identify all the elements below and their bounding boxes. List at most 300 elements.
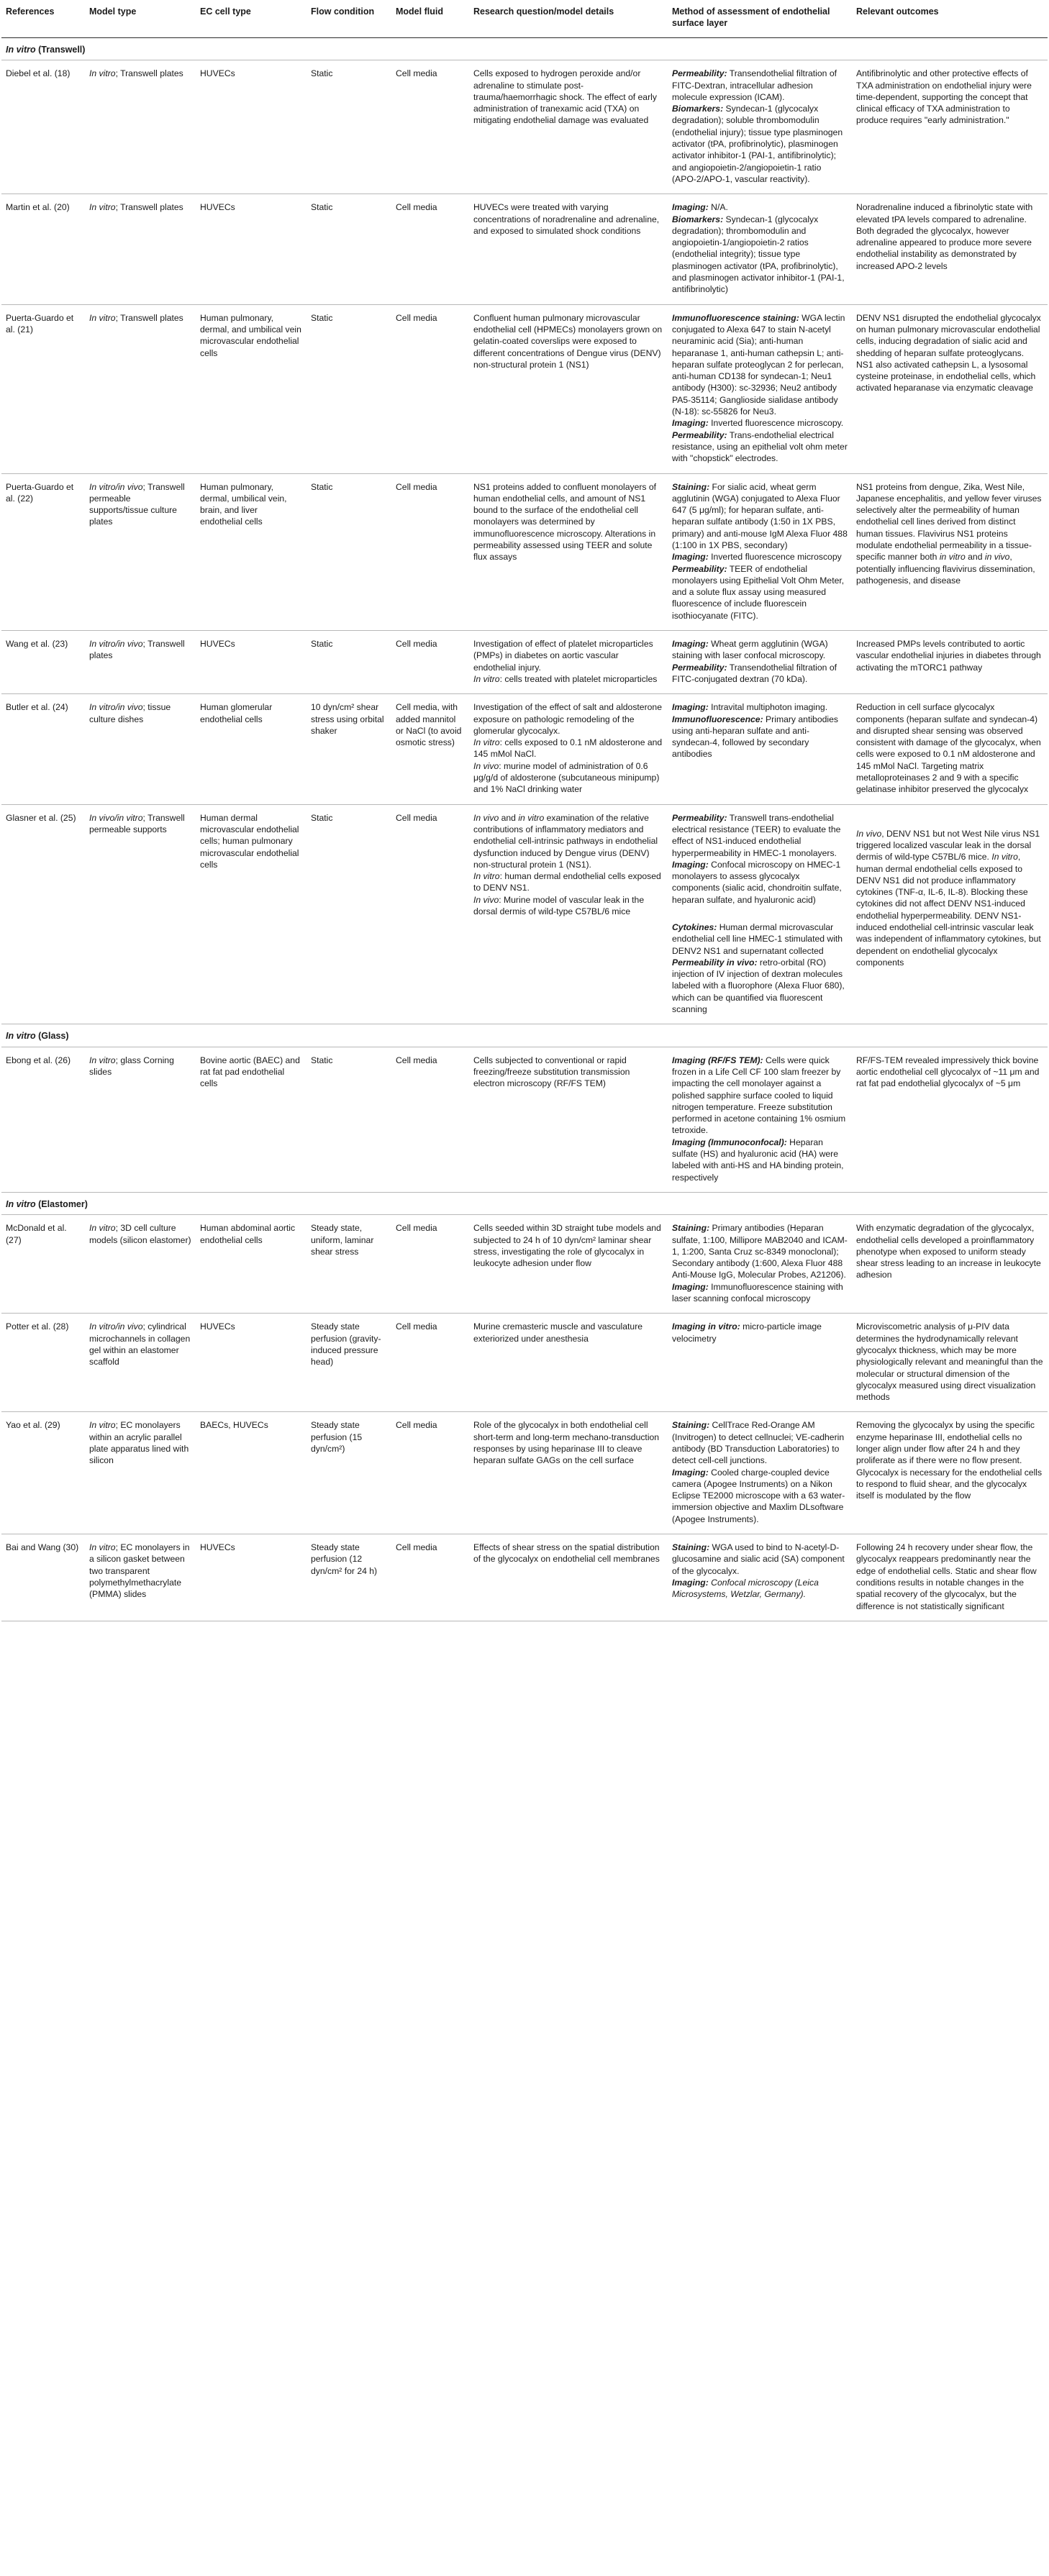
table-row [1, 1534, 1048, 1621]
cell-reference [1, 694, 85, 804]
outcomes-text: and [965, 552, 985, 563]
cell-research-question [469, 194, 668, 304]
method-label: Permeability: [672, 812, 727, 823]
method-label: Imaging: [672, 702, 709, 713]
method-text: Primary antibodies using anti-heparan sulfate and anti-syndecan-4, followed by secondary antibodies [672, 714, 838, 760]
model-type-text: ; Transwell plates [115, 68, 183, 79]
cell-model-fluid [391, 631, 469, 694]
method-label: Permeability: [672, 429, 727, 440]
cell-reference [1, 1047, 85, 1192]
cell-method-of-assessment [668, 1314, 852, 1412]
section-label: In vitro [6, 1198, 36, 1209]
section-row [1, 38, 1048, 60]
cell-reference [1, 1215, 85, 1314]
cell-method-of-assessment [668, 473, 852, 631]
section-heading [1, 38, 1048, 60]
model-fluid-text: Cell media [396, 481, 437, 492]
method-text: Cooled charge-coupled device camera (Apogee Instruments) on a Nikon Eclipse TE2000 microscope with a 63 water-immersion objective and Maxlim DLsoftware (Apogee Instruments). [672, 1467, 845, 1524]
table-row [1, 694, 1048, 804]
cell-model-type [85, 473, 196, 631]
reference-text: McDonald et al. (27) [6, 1223, 67, 1245]
model-type-text: ; 3D cell culture models (silicon elastomer) [89, 1223, 191, 1245]
research-text: Cells exposed to hydrogen peroxide and/or adrenaline to stimulate post-trauma/haemorrhagic shock. The effect of early administration of tranexamic acid (TXA) on mitigating endothelial damage was evaluated [473, 68, 657, 126]
ec-cell-type-text: Human dermal microvascular endothelial cells; human pulmonary microvascular endothelial cells [200, 812, 299, 870]
model-type-qualifier: In vitro/in vivo [89, 639, 143, 650]
reference-text: Glasner et al. (25) [6, 812, 76, 823]
outcomes-text: With enzymatic degradation of the glycocalyx, endothelial cells developed a proinflammatory phenotype when exposed to uniform steady shear stress leading to an increase in leukocyte adhesion [856, 1223, 1041, 1280]
cell-relevant-outcomes [852, 1047, 1048, 1192]
reference-text: Yao et al. (29) [6, 1420, 60, 1431]
method-label: Imaging (RF/FS TEM): [672, 1055, 763, 1065]
model-fluid-text: Cell media [396, 812, 437, 823]
method-entry [672, 1542, 848, 1577]
research-text: Cells subjected to conventional or rapid freezing/freeze substitution transmission electron microscopy (RF/FS TEM) [473, 1055, 630, 1089]
outcomes-text: , potentially influencing flavivirus dissemination, pathogenesis, and disease [856, 552, 1035, 586]
method-label: Imaging: [672, 1281, 709, 1292]
cell-relevant-outcomes [852, 1534, 1048, 1621]
cell-model-fluid [391, 60, 469, 194]
study-table [1, 0, 1048, 1621]
method-text: Inverted fluorescence microscopy. [708, 418, 844, 429]
cell-relevant-outcomes [852, 1215, 1048, 1314]
table-row [1, 473, 1048, 631]
method-entry [672, 714, 848, 760]
reference-text: Ebong et al. (26) [6, 1055, 71, 1065]
model-type-text: ; glass Corning slides [89, 1055, 174, 1077]
cell-research-question [469, 473, 668, 631]
cell-relevant-outcomes [852, 60, 1048, 194]
method-entry [672, 1055, 848, 1137]
method-label: Biomarkers: [672, 214, 724, 224]
method-label: Staining: [672, 1223, 710, 1234]
table-body [1, 38, 1048, 1621]
model-type-text: ; Transwell plates [89, 639, 185, 661]
method-text: Intravital multiphoton imaging. [708, 702, 828, 713]
method-label: Imaging: [672, 1467, 709, 1478]
cell-flow-condition [306, 1534, 391, 1621]
cell-model-fluid [391, 1047, 469, 1192]
cell-research-question [469, 304, 668, 473]
research-text: Investigation of effect of platelet microparticles (PMPs) in diabetes on aortic vascular endothelial injury. [473, 639, 653, 673]
cell-reference [1, 473, 85, 631]
research-text: NS1 proteins added to confluent monolayers of human endothelial cells, and amount of NS1 bound to the surface of the endothelial cell monolayers was determined by immunofluorescence microscopy. Alterations in permeability assessed using TEER and solute flux assays [473, 481, 657, 563]
table-row [1, 194, 1048, 304]
model-type-qualifier: In vitro [89, 68, 116, 79]
cell-model-type [85, 1534, 196, 1621]
model-type-qualifier: In vivo/in vitro [89, 812, 143, 823]
method-text: Syndecan-1 (glycocalyx degradation); soluble thrombomodulin (endothelial injury); tissue type plasminogen activator (tPA, profibrinolytic), plasminogen activator inhibitor-1 (PAI-1, antifibrinolytic); and angiopoietin-2/angiopoietin-1 ratio (APO-2/APO-1, vascular reactivity). [672, 104, 843, 184]
cell-model-fluid [391, 473, 469, 631]
ec-cell-type-text: Human pulmonary, dermal, and umbilical vein microvascular endothelial cells [200, 312, 301, 358]
method-entry [672, 312, 848, 418]
research-text: and [499, 812, 519, 823]
cell-relevant-outcomes [852, 631, 1048, 694]
col-header-research-question: Research question/model details [469, 0, 668, 38]
research-text: In vitro [473, 737, 500, 748]
reference-text: Puerta-Guardo et al. (21) [6, 312, 74, 334]
col-header-references: References [1, 0, 85, 38]
section-label-suffix: (Transwell) [35, 45, 86, 55]
cell-flow-condition [306, 473, 391, 631]
cell-relevant-outcomes [852, 304, 1048, 473]
model-fluid-text: Cell media [396, 1542, 437, 1553]
method-entry [672, 1419, 848, 1466]
outcomes-text: , DENV NS1 but not West Nile virus NS1 triggered localized vascular leak in the dorsal dermis of wild-type C57BL/6 mice. [856, 828, 1040, 863]
method-label: Permeability: [672, 68, 727, 79]
cell-flow-condition [306, 1215, 391, 1314]
flow-condition-text: Static [311, 1055, 333, 1065]
model-type-text: ; Transwell plates [115, 202, 183, 213]
method-entry [672, 214, 848, 296]
col-header-method-of-assessment: Method of assessment of endothelial surface layer [668, 0, 852, 38]
cell-reference [1, 1412, 85, 1534]
flow-condition-text: Steady state perfusion (gravity-induced pressure head) [311, 1321, 381, 1367]
table-row [1, 804, 1048, 1024]
research-text: Confluent human pulmonary microvascular endothelial cell (HPMECs) monolayers grown on gelatin-coated coverslips were exposed to different concentrations of Dengue virus (DENV) non-structural protein 1 (NS1) [473, 312, 663, 370]
method-text: For sialic acid, wheat germ agglutinin (WGA) conjugated to Alexa Fluor 647 (5 μg/ml); for heparan sulfate, anti-heparan sulfate antibody (1:50 in 1X PBS, primary) and anti-mouse IgM Alexa Fluor 488 (1:100 in 1X PBS, secondary) [672, 481, 848, 550]
model-fluid-text: Cell media [396, 639, 437, 650]
outcomes-text: In vivo [856, 828, 882, 839]
method-label: Imaging: [672, 418, 709, 429]
cell-ec-cell-type [196, 1314, 306, 1412]
method-entry [672, 1467, 848, 1525]
section-label: In vitro [6, 45, 36, 55]
method-text: WGA lectin conjugated to Alexa 647 to stain N-acetyl neuraminic acid (Sia); anti-human heparanase 1, anti-human cathepsin L; anti-heparan sulfate proteoglycan 2 for perlecan, anti-human CD138 for syndecan-1; Neu1 antibody (H300): sc-32936; Neu2 antibody PA5-35114; Ganglioside sialidase antibody (N-18): sc-55826 for Neu3. [672, 312, 845, 417]
research-text: Role of the glycocalyx in both endothelial cell short-term and long-term mechano-transduction responses by using heparinase III to cleave heparan sulfate GAGs on the cell surface [473, 1420, 660, 1466]
method-label: Staining: [672, 481, 710, 492]
model-type-text: ; Transwell plates [115, 312, 183, 323]
method-entry [672, 638, 848, 662]
method-entry [672, 481, 848, 552]
model-fluid-text: Cell media [396, 202, 437, 213]
cell-relevant-outcomes [852, 1314, 1048, 1412]
section-label: In vitro [6, 1031, 36, 1042]
flow-condition-text: Steady state, uniform, laminar shear stress [311, 1223, 374, 1257]
flow-condition-text: Static [311, 639, 333, 650]
cell-research-question [469, 694, 668, 804]
table-row [1, 1215, 1048, 1314]
cell-method-of-assessment [668, 694, 852, 804]
outcomes-text: Reduction in cell surface glycocalyx components (heparan sulfate and syndecan-4) and disrupted shear sensing was observed consistent with damage of the glycocalyx, when cells were exposed to 0.1 nM aldosterone and 145 mMol NaCl. Targeting matrix metalloproteinases 2 and 9 with a specific gelatinase inhibitor preserved the glycocalyx [856, 702, 1041, 795]
outcomes-text: Following 24 h recovery under shear flow, the glycocalyx reappears predominantly near the edge of endothelial cells. Static and shear flow conditions results in notable changes in the spatial recovery of the glycocalyx, but the difference is not statistically significant [856, 1542, 1037, 1611]
table-row [1, 304, 1048, 473]
research-text: In vivo [473, 812, 499, 823]
model-fluid-text: Cell media [396, 1321, 437, 1332]
cell-research-question [469, 631, 668, 694]
method-text: micro-particle image velocimetry [672, 1321, 822, 1344]
cell-method-of-assessment [668, 1215, 852, 1314]
method-text: Confocal microscopy on HMEC-1 monolayers to assess glycocalyx components (sialic acid, chondroitin sulfate, heparan sulfate, and hyaluronic acid) [672, 859, 842, 905]
cell-method-of-assessment [668, 1412, 852, 1534]
cell-model-fluid [391, 1314, 469, 1412]
cell-research-question [469, 1534, 668, 1621]
research-text: examination of the relative contributions of inflammatory mediators and endothelial cell-intrinsic pathways in endothelial dysfunction induced by Dengue virus (DENV) non-structural protein 1 (NS1). [473, 812, 658, 870]
cell-ec-cell-type [196, 194, 306, 304]
reference-text: Wang et al. (23) [6, 639, 68, 650]
reference-text: Puerta-Guardo et al. (22) [6, 481, 74, 504]
method-text: Transendothelial filtration of FITC-conjugated dextran (70 kDa). [672, 662, 837, 684]
cell-relevant-outcomes [852, 194, 1048, 304]
outcomes-text: In vitro [991, 852, 1018, 863]
method-entry [672, 429, 848, 465]
flow-condition-text: Static [311, 68, 333, 79]
reference-text: Diebel et al. (18) [6, 68, 71, 79]
model-type-qualifier: In vitro [89, 202, 116, 213]
method-text: Wheat germ agglutinin (WGA) staining with laser confocal microscopy. [672, 639, 828, 661]
method-label: Cytokines: [672, 922, 717, 932]
cell-research-question [469, 804, 668, 1024]
method-label: Permeability: [672, 563, 727, 574]
table-row [1, 1047, 1048, 1192]
method-text: TEER of endothelial monolayers using Epithelial Volt Ohm Meter, and a solute flux assay using measured fluorescence of include fluorescein isothiocyanate (FITC). [672, 563, 845, 621]
cell-reference [1, 1534, 85, 1621]
method-label: Immunofluorescence staining: [672, 312, 799, 323]
cell-method-of-assessment [668, 631, 852, 694]
cell-model-fluid [391, 694, 469, 804]
ec-cell-type-text: HUVECs [200, 1542, 235, 1553]
section-row [1, 1024, 1048, 1047]
ec-cell-type-text: HUVECs [200, 639, 235, 650]
method-entry [672, 662, 848, 686]
method-entry [672, 551, 848, 563]
cell-relevant-outcomes [852, 473, 1048, 631]
cell-reference [1, 194, 85, 304]
cell-model-type [85, 631, 196, 694]
cell-ec-cell-type [196, 304, 306, 473]
cell-model-type [85, 804, 196, 1024]
outcomes-text: , human dermal endothelial cells exposed to DENV NS1 did not produce inflammatory cytokines (TNF-α, IL-6, IL-8). Blocking these cytokines did not affect DENV NS1-induced endothelial hyperpermeability. DENV NS1-induced endothelial cell-intrinsic vascular leak was independent of inflammatory cytokines, but dependent on endothelial glycocalyx components [856, 852, 1041, 968]
outcomes-text: in vitro [939, 552, 966, 563]
model-type-qualifier: In vitro [89, 1055, 116, 1065]
cell-research-question [469, 1412, 668, 1534]
ec-cell-type-text: HUVECs [200, 68, 235, 79]
cell-model-fluid [391, 304, 469, 473]
method-label: Immunofluorescence: [672, 714, 763, 724]
method-text: Inverted fluorescence microscopy [708, 552, 842, 563]
reference-text: Bai and Wang (30) [6, 1542, 79, 1553]
method-entry [672, 1577, 848, 1601]
table-row [1, 1314, 1048, 1412]
col-header-ec-cell-type: EC cell type [196, 0, 306, 38]
col-header-model-fluid: Model fluid [391, 0, 469, 38]
method-label: Imaging: [672, 859, 709, 870]
cell-model-fluid [391, 1534, 469, 1621]
ec-cell-type-text: Human pulmonary, dermal, umbilical vein, brain, and liver endothelial cells [200, 481, 287, 527]
ec-cell-type-text: HUVECs [200, 1321, 235, 1332]
outcomes-text: Noradrenaline induced a fibrinolytic state with elevated tPA levels compared to adrenaline. Both degraded the glycocalyx, however adrenaline appeared to produce more severe endothelial instability as demonstrated by increased APO-2 levels [856, 202, 1033, 271]
flow-condition-text: Static [311, 202, 333, 213]
ec-cell-type-text: Human glomerular endothelial cells [200, 702, 273, 724]
method-label: Biomarkers: [672, 104, 724, 114]
ec-cell-type-text: BAECs, HUVECs [200, 1420, 268, 1431]
cell-method-of-assessment [668, 194, 852, 304]
outcomes-text: DENV NS1 disrupted the endothelial glycocalyx on human pulmonary microvascular endothelial cells, inducing degradation of sialic acid and shedding of heparan sulfate proteoglycans. NS1 also activated cathepsin L, a lysosomal cysteine proteinase, in endothelial cells, which activated heparanase via enzymatic cleavage [856, 312, 1041, 393]
research-text: In vitro [473, 871, 500, 882]
header-row [1, 0, 1048, 38]
method-label: Imaging: [672, 639, 709, 650]
method-label: Imaging in vitro: [672, 1321, 740, 1332]
cell-research-question [469, 1215, 668, 1314]
ec-cell-type-text: HUVECs [200, 202, 235, 213]
research-text: In vivo [473, 760, 499, 771]
cell-flow-condition [306, 60, 391, 194]
table-row [1, 60, 1048, 194]
cell-research-question [469, 1314, 668, 1412]
model-type-text: ; cylindrical microchannels in collagen gel within an elastomer scaffold [89, 1321, 191, 1367]
method-entry [672, 957, 848, 1015]
flow-condition-text: 10 dyn/cm² shear stress using orbital shaker [311, 702, 384, 736]
cell-model-type [85, 60, 196, 194]
method-text: Syndecan-1 (glycocalyx degradation); thrombomodulin and angiopoietin-1/angiopoietin-2 ratios (endothelial integrity); tissue type plasminogen activator (tPA, profibrinolytic), and plasminogen activator inhibitor-1 (PAI-1, antifibrinolytic) [672, 214, 845, 295]
model-type-text: ; EC monolayers in a silicon gasket between two transparent polymethylmethacrylate (PMMA) slides [89, 1542, 190, 1600]
cell-model-type [85, 194, 196, 304]
method-entry [672, 417, 848, 429]
outcomes-text: NS1 proteins from dengue, Zika, West Nile, Japanese encephalitis, and yellow fever viruses selectively alter the permeability of human endothelial cell lines derived from distinct human tissues. Flavivirus NS1 proteins modulate endothelial permeability in a tissue-specific manner both [856, 481, 1042, 563]
method-text: Transendothelial filtration of FITC-Dextran, intracellular adhesion molecule expression (ICAM). [672, 68, 837, 102]
model-fluid-text: Cell media [396, 312, 437, 323]
cell-reference [1, 1314, 85, 1412]
col-header-flow-condition: Flow condition [306, 0, 391, 38]
research-text: in vitro [518, 812, 545, 823]
cell-model-fluid [391, 1412, 469, 1534]
method-entry [672, 68, 848, 103]
research-text: In vivo [473, 894, 499, 905]
method-entry [672, 1281, 848, 1305]
method-label: Permeability in vivo: [672, 957, 758, 968]
model-type-qualifier: In vitro/in vivo [89, 1321, 143, 1332]
method-text: Primary antibodies (Heparan sulfate, 1:100, Millipore MAB2040 and ICAM-1, 1:200, Santa Cruz sc-8349 monoclonal); Secondary antibody (1:600, Alexa Fluor 488 Anti-Mouse IgG, Molecular Probes, A21206). [672, 1223, 848, 1280]
research-text: HUVECs were treated with varying concentrations of noradrenaline and adrenaline, and exposed to simulated shock conditions [473, 202, 660, 236]
method-text: CellTrace Red-Orange AM (Invitrogen) to detect cellnuclei; VE-cadherin antibody (BD Transduction Laboratories) to detect cell-cell junctions. [672, 1420, 845, 1466]
method-entry [672, 201, 848, 213]
method-entry [672, 812, 848, 859]
cell-flow-condition [306, 694, 391, 804]
cell-model-type [85, 694, 196, 804]
cell-model-type [85, 1047, 196, 1192]
cell-relevant-outcomes [852, 694, 1048, 804]
method-text: Human dermal microvascular endothelial cell line HMEC-1 stimulated with DENV2 NS1 and supernatant collected [672, 922, 843, 956]
model-type-qualifier: In vitro [89, 312, 116, 323]
col-header-relevant-outcomes: Relevant outcomes [852, 0, 1048, 38]
ec-cell-type-text: Human abdominal aortic endothelial cells [200, 1223, 296, 1245]
cell-flow-condition [306, 194, 391, 304]
method-entry [672, 1137, 848, 1183]
model-type-text: ; Transwell permeable supports/tissue culture plates [89, 481, 185, 527]
model-fluid-text: Cell media [396, 68, 437, 79]
cell-research-question [469, 60, 668, 194]
research-text: : cells treated with platelet microparticles [499, 673, 658, 684]
method-text: Cells were quick frozen in a Life Cell CF 100 slam freezer by impacting the cell monolayer against a polished sapphire surface cooled to liquid nitrogen temperature. Freeze substitution performed in acetone containing 1% osmium tetroxide. [672, 1055, 846, 1136]
method-text: WGA used to bind to N-acetyl-D-glucosamine and sialic acid (SA) component of the glycocalyx. [672, 1542, 845, 1576]
cell-ec-cell-type [196, 1534, 306, 1621]
cell-model-fluid [391, 1215, 469, 1314]
research-text: : cells exposed to 0.1 nM aldosterone and 145 mMol NaCl. [473, 737, 663, 760]
section-heading [1, 1024, 1048, 1047]
flow-condition-text: Static [311, 812, 333, 823]
section-label-suffix: (Elastomer) [35, 1198, 88, 1209]
method-text: retro-orbital (RO) injection of IV injection of dextran molecules labeled with a fluorophore (Alexa Fluor 680), which can be quantified via fluorescent scanning [672, 957, 845, 1015]
cell-reference [1, 60, 85, 194]
method-entry [672, 563, 848, 622]
flow-condition-text: Steady state perfusion (15 dyn/cm²) [311, 1420, 363, 1454]
cell-model-fluid [391, 804, 469, 1024]
method-entry [672, 103, 848, 185]
method-entry [672, 701, 848, 713]
cell-model-fluid [391, 194, 469, 304]
research-text: : murine model of administration of 0.6 μg/g/d of aldosterone (subcutaneous minipump) and 1% NaCl drinking water [473, 760, 660, 795]
outcomes-text: Removing the glycocalyx by using the specific enzyme heparinase III, endothelial cells no longer align under flow after 24 h and they proliferate as if there were no flow present. Glycocalyx is necessary for the endothelial cells to respond to fluid shear, and the glycocalyx itself is modulated by the flow [856, 1420, 1043, 1501]
model-type-qualifier: In vitro [89, 1542, 116, 1553]
flow-condition-text: Steady state perfusion (12 dyn/cm² for 24 h) [311, 1542, 378, 1576]
cell-model-type [85, 304, 196, 473]
cell-ec-cell-type [196, 631, 306, 694]
method-label: Imaging (Immunoconfocal): [672, 1137, 787, 1147]
cell-method-of-assessment [668, 304, 852, 473]
model-type-text: ; Transwell permeable supports [89, 812, 185, 834]
cell-flow-condition [306, 304, 391, 473]
model-type-text: ; EC monolayers within an acrylic parallel plate apparatus lined with silicon [89, 1420, 189, 1466]
research-text: : human dermal endothelial cells exposed to DENV NS1. [473, 871, 661, 893]
method-entry [672, 921, 848, 957]
section-heading [1, 1192, 1048, 1214]
outcomes-text: in vivo [984, 552, 1010, 563]
method-label: Imaging: [672, 1577, 709, 1588]
model-fluid-text: Cell media [396, 1055, 437, 1065]
cell-ec-cell-type [196, 1412, 306, 1534]
cell-model-type [85, 1412, 196, 1534]
research-text: : Murine model of vascular leak in the dorsal dermis of wild-type C57BL/6 mice [473, 894, 645, 916]
cell-method-of-assessment [668, 1047, 852, 1192]
model-type-qualifier: In vitro [89, 1223, 116, 1234]
cell-flow-condition [306, 804, 391, 1024]
outcomes-text: Increased PMPs levels contributed to aortic vascular endothelial injuries in diabetes through activating the mTORC1 pathway [856, 639, 1041, 673]
flow-condition-text: Static [311, 481, 333, 492]
method-text: Transwell trans-endothelial electrical resistance (TEER) to evaluate the effect of NS1-induced endothelial hyperpermeability in HMEC-1 monolayers. [672, 812, 841, 858]
research-text: Murine cremasteric muscle and vasculature exteriorized under anesthesia [473, 1321, 643, 1344]
cell-flow-condition [306, 1412, 391, 1534]
method-entry [672, 1222, 848, 1280]
cell-ec-cell-type [196, 60, 306, 194]
model-fluid-text: Cell media, with added mannitol or NaCl (to avoid osmotic stress) [396, 702, 462, 748]
cell-relevant-outcomes [852, 1412, 1048, 1534]
research-text: Cells seeded within 3D straight tube models and subjected to 24 h of 10 dyn/cm² laminar shear stress, investigating the role of glycocalyx in leukocyte adhesion under flow [473, 1223, 661, 1269]
reference-text: Butler et al. (24) [6, 702, 68, 713]
model-type-qualifier: In vitro/in vivo [89, 481, 143, 492]
cell-method-of-assessment [668, 1534, 852, 1621]
research-text: In vitro [473, 673, 500, 684]
model-fluid-text: Cell media [396, 1223, 437, 1234]
cell-ec-cell-type [196, 694, 306, 804]
cell-method-of-assessment [668, 804, 852, 1024]
cell-flow-condition [306, 1314, 391, 1412]
col-header-model-type: Model type [85, 0, 196, 38]
cell-relevant-outcomes [852, 804, 1048, 1024]
reference-text: Potter et al. (28) [6, 1321, 69, 1332]
cell-reference [1, 631, 85, 694]
model-type-text: ; tissue culture dishes [89, 702, 171, 724]
cell-reference [1, 304, 85, 473]
model-type-qualifier: In vitro [89, 1420, 116, 1431]
model-fluid-text: Cell media [396, 1420, 437, 1431]
outcomes-text: RF/FS-TEM revealed impressively thick bovine aortic endothelial cell glycocalyx of ~11 μm and rat fat pad endothelial glycocalyx of ~5 μm [856, 1055, 1040, 1089]
ec-cell-type-text: Bovine aortic (BAEC) and rat fat pad endothelial cells [200, 1055, 300, 1089]
method-text: Immunofluorescence staining with laser scanning confocal microscopy [672, 1281, 843, 1304]
method-label: Imaging: [672, 552, 709, 563]
table-row [1, 631, 1048, 694]
research-text: Investigation of the effect of salt and aldosterone exposure on pathologic remodeling of the glomerular glycocalyx. [473, 702, 662, 736]
method-entry [672, 859, 848, 906]
cell-ec-cell-type [196, 804, 306, 1024]
